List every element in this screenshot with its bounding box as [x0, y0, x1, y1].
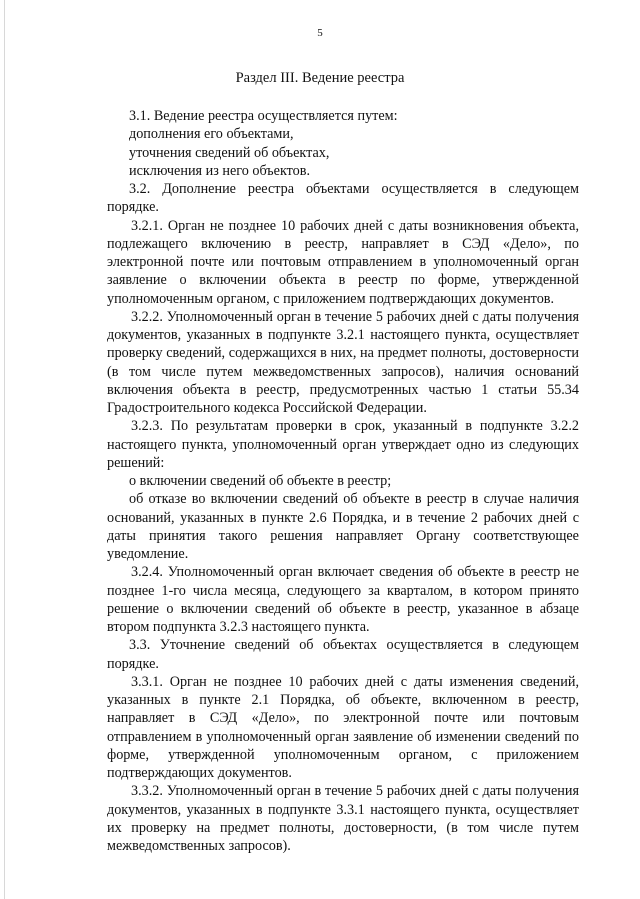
list-item: дополнения его объектами, [129, 126, 294, 143]
page-edge-line [4, 0, 5, 899]
paragraph-3-3-2: 3.3.2. Уполномоченный орган в течение 5 рабочих дней с даты получения документов, указанных в подпункте 3.3.1 настоящего пункта, осуществляет их проверку на предмет полноты, достоверности, (в том числе путем межведомственных запросов). [107, 783, 579, 854]
list-item: уточнения сведений об объектах, [129, 144, 330, 161]
page-number: 5 [317, 27, 323, 39]
section-title: Раздел III. Ведение реестра [235, 70, 405, 86]
paragraph-3-2: 3.2. Дополнение реестра объектами осуществляется в следующем порядке. [107, 181, 579, 216]
list-item: об отказе во включении сведений об объекте в реестр в случае наличия оснований, указанных в пункте 2.6 Порядка, и в течение 2 рабочих дней с даты принятия такого решения направляет Органу соответствующее уведомление. [107, 491, 579, 562]
paragraph-3-1: 3.1. Ведение реестра осуществляется путем: [129, 108, 398, 124]
paragraph-3-2-3: 3.2.3. По результатам проверки в срок, указанный в подпункте 3.2.2 настоящего пункта, уполномоченный орган утверждает одно из следующих решений: [107, 418, 579, 471]
paragraph-3-2-1: 3.2.1. Орган не позднее 10 рабочих дней с даты возникновения объекта, подлежащего включению в реестр, направляет в СЭД «Дело», по электронной почте или почтовым отправлением в уполномоченный орган заявление о включении объекта в реестр по форме, утвержденной уполномоченным органом, с приложением подтверждающих документов. [107, 217, 579, 307]
paragraph-3-2-4: 3.2.4. Уполномоченный орган включает сведения об объекте в реестр не позднее 1-го числа месяца, следующего за кварталом, в котором принято решение о включении сведений об объекте в реестр, указанное в абзаце втором подпункта 3.2.3 настоящего пункта. [107, 564, 579, 635]
document-body [107, 107, 579, 855]
paragraph-3-3-1: 3.3.1. Орган не позднее 10 рабочих дней с даты изменения сведений, указанных в пункте 2.1 Порядка, об объекте, включенном в реестр, направляет в СЭД «Дело», по электронной почте или почтовым отправлением в уполномоченный орган заявление об изменении сведений по форме, утвержденной уполномоченным органом, с приложением подтверждающих документов. [107, 673, 579, 781]
paragraph-3-3: 3.3. Уточнение сведений об объектах осуществляется в следующем порядке. [107, 637, 579, 672]
list-item: о включении сведений об объекте в реестр; [129, 473, 392, 489]
list-item: исключения из него объектов. [129, 162, 311, 179]
paragraph-3-2-2: 3.2.2. Уполномоченный орган в течение 5 рабочих дней с даты получения документов, указанных в подпункте 3.2.1 настоящего пункта, осуществляет проверку сведений, содержащихся в них, на предмет полноты, достоверности (в том числе путем межведомственных запросов), наличия оснований включения объекта в реестр, предусмотренных частью 1 статьи 55.34 Градостроительного кодекса Российской Федерации. [107, 308, 579, 416]
